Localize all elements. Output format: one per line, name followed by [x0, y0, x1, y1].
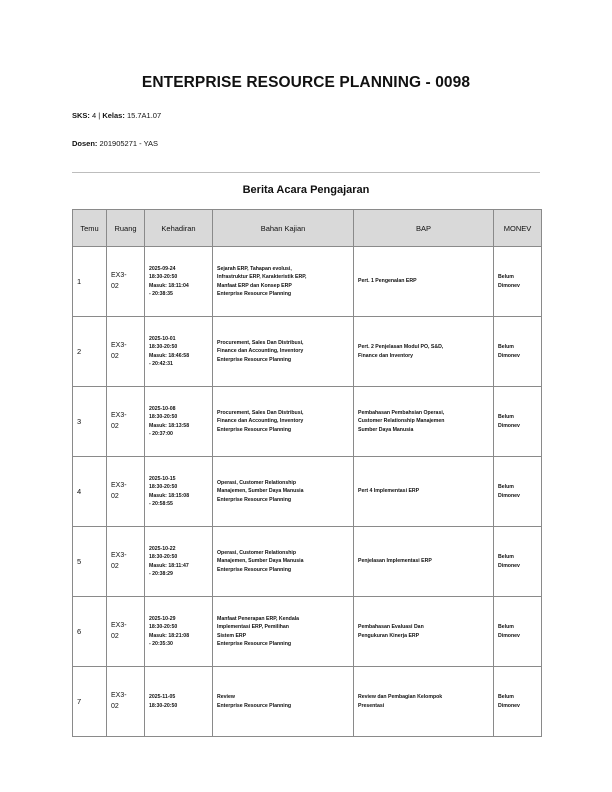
cell-bap: [354, 457, 494, 527]
cell-bahan-kajian: [213, 457, 354, 527]
bahan-line: Finance dan Accounting, Inventory: [217, 418, 304, 425]
monev-line: Belum: [498, 274, 514, 281]
ruang-line: EX3-: [111, 482, 127, 490]
cell-monev: [494, 387, 542, 457]
ruang-line: 02: [111, 632, 119, 640]
bahan-line: Enterprise Resource Planning: [217, 566, 292, 573]
cell-bahan-kajian: [213, 597, 354, 667]
cell-bap: [354, 247, 494, 317]
bahan-line: Enterprise Resource Planning: [217, 356, 292, 363]
cell-bap: [354, 387, 494, 457]
kehadiran-line: 2025-09-24: [149, 266, 176, 273]
kehadiran-line: 18:30-20:50: [149, 702, 178, 709]
bap-line: Pembahasan Evaluasi Dan: [358, 624, 424, 631]
kehadiran-line: 2025-10-15: [149, 476, 176, 483]
bahan-line: Manajemen, Sumber Daya Manusia: [217, 488, 304, 495]
bahan-line: Infrastruktur ERP, Karakteristik ERP,: [217, 274, 307, 281]
kehadiran-line: 2025-10-22: [149, 546, 176, 553]
ruang-line: EX3-: [111, 622, 127, 630]
dosen-label: Dosen: [72, 139, 95, 148]
cell-ruang: [107, 247, 145, 317]
cell-kehadiran: [145, 597, 213, 667]
cell-temu: 5: [73, 527, 107, 597]
cell-temu: 2: [73, 317, 107, 387]
ruang-line: 02: [111, 422, 119, 430]
kehadiran-line: 18:30-20:50: [149, 624, 178, 631]
kehadiran-line: - 20:35:30: [149, 640, 173, 647]
cell-ruang: [107, 317, 145, 387]
separator: |: [98, 111, 101, 120]
cell-monev: [494, 667, 542, 737]
table-row: [73, 247, 542, 317]
course-info: SKS: 4 | Kelas: 15.7A1.07: [72, 111, 162, 120]
kehadiran-line: 2025-10-01: [149, 336, 176, 343]
teaching-record-table: [72, 209, 542, 737]
cell-ruang: [107, 667, 145, 737]
monev-line: Dimonev: [498, 492, 520, 499]
kehadiran-line: - 20:37:00: [149, 430, 173, 437]
kehadiran-line: - 20:38:29: [149, 570, 173, 577]
section-title: Berita Acara Pengajaran: [242, 184, 370, 196]
cell-bap: [354, 317, 494, 387]
kehadiran-line: Masuk: 18:15:08: [149, 492, 190, 499]
table-row: [73, 387, 542, 457]
kehadiran-line: - 20:38:35: [149, 290, 173, 297]
kehadiran-line: - 20:42:31: [149, 360, 173, 367]
page-title: ENTERPRISE RESOURCE PLANNING - 0098: [141, 74, 471, 91]
table-row: [73, 667, 542, 737]
monev-line: Dimonev: [498, 632, 520, 639]
bahan-line: Manfaat ERP dan Konsep ERP: [217, 282, 292, 289]
bap-line: Review dan Pembagian Kelompok: [358, 694, 443, 701]
bahan-line: Procurement, Sales Dan Distribusi,: [217, 340, 304, 347]
monev-line: Dimonev: [498, 702, 520, 709]
cell-bahan-kajian: [213, 247, 354, 317]
header-kehadiran: Kehadiran: [145, 210, 213, 247]
ruang-line: 02: [111, 562, 119, 570]
bap-line: Finance dan Inventory: [358, 352, 414, 359]
header-bahan-kajian: Bahan Kajian: [213, 210, 354, 247]
monev-line: Dimonev: [498, 282, 520, 289]
cell-bahan-kajian: [213, 317, 354, 387]
lecturer-info: Dosen: 201905271 - YAS: [72, 139, 159, 148]
kehadiran-line: - 20:58:55: [149, 500, 173, 507]
ruang-line: EX3-: [111, 692, 127, 700]
kelas-value: 15.7A1.07: [126, 111, 162, 120]
table-row: [73, 457, 542, 527]
ruang-line: 02: [111, 282, 119, 290]
ruang-line: 02: [111, 352, 119, 360]
bap-line: Pert 4 Implementasi ERP: [358, 488, 420, 495]
bahan-line: Manfaat Penerapan ERP, Kendala: [217, 616, 300, 623]
ruang-line: 02: [111, 702, 119, 710]
kehadiran-line: Masuk: 18:21:08: [149, 632, 190, 639]
ruang-line: EX3-: [111, 272, 127, 280]
monev-line: Belum: [498, 344, 514, 351]
ruang-line: 02: [111, 492, 119, 500]
header-temu: Temu: [73, 210, 107, 247]
bap-line: Penjelasan Implementasi ERP: [358, 558, 432, 565]
cell-bahan-kajian: [213, 667, 354, 737]
cell-temu: 1: [73, 247, 107, 317]
monev-line: Dimonev: [498, 562, 520, 569]
sks-label: SKS: [72, 111, 88, 120]
bap-line: Presentasi: [358, 702, 385, 709]
bahan-line: Enterprise Resource Planning: [217, 702, 292, 709]
cell-ruang: [107, 457, 145, 527]
kelas-label: Kelas: [102, 111, 123, 120]
monev-line: Belum: [498, 554, 514, 561]
bahan-line: Enterprise Resource Planning: [217, 496, 292, 503]
cell-bahan-kajian: [213, 387, 354, 457]
cell-kehadiran: [145, 527, 213, 597]
divider: [72, 172, 540, 173]
kehadiran-line: 18:30-20:50: [149, 414, 178, 421]
kehadiran-line: 18:30-20:50: [149, 484, 178, 491]
cell-temu: 6: [73, 597, 107, 667]
bap-line: Pembahasan Pembahsian Operasi,: [358, 410, 445, 417]
monev-line: Belum: [498, 414, 514, 421]
table-row: [73, 597, 542, 667]
bap-line: Pert. 1 Pengenalan ERP: [358, 278, 417, 285]
bahan-line: Procurement, Sales Dan Distribusi,: [217, 410, 304, 417]
bahan-line: Review: [217, 694, 235, 701]
table-header-row: [73, 210, 542, 247]
bap-line: Pert. 2 Penjelasan Modul PO, S&D,: [358, 344, 444, 351]
cell-kehadiran: [145, 317, 213, 387]
cell-monev: [494, 317, 542, 387]
header-bap: BAP: [354, 210, 494, 247]
cell-monev: [494, 597, 542, 667]
bap-line: Customer Relationship Manajemen: [358, 418, 445, 425]
cell-monev: [494, 247, 542, 317]
bahan-line: Sistem ERP: [217, 632, 247, 639]
cell-bahan-kajian: [213, 527, 354, 597]
bahan-line: Implementasi ERP, Pemilihan: [217, 624, 289, 631]
cell-ruang: [107, 527, 145, 597]
kehadiran-line: Masuk: 18:46:58: [149, 352, 190, 359]
kehadiran-line: 18:30-20:50: [149, 344, 178, 351]
kehadiran-line: 18:30-20:50: [149, 274, 178, 281]
ruang-line: EX3-: [111, 552, 127, 560]
cell-kehadiran: [145, 247, 213, 317]
monev-line: Belum: [498, 484, 514, 491]
bap-line: Sumber Daya Manusia: [358, 426, 414, 433]
kehadiran-line: 2025-10-08: [149, 406, 176, 413]
kehadiran-line: Masuk: 18:11:04: [149, 282, 189, 289]
cell-kehadiran: [145, 387, 213, 457]
sks-value: 4: [92, 111, 97, 120]
bahan-line: Enterprise Resource Planning: [217, 426, 292, 433]
table-row: [73, 527, 542, 597]
monev-line: Belum: [498, 694, 514, 701]
header-monev: MONEV: [494, 210, 542, 247]
cell-kehadiran: [145, 667, 213, 737]
bahan-line: Operasi, Customer Relationship: [217, 480, 296, 487]
cell-temu: 7: [73, 667, 107, 737]
cell-bap: [354, 527, 494, 597]
bahan-line: Enterprise Resource Planning: [217, 640, 292, 647]
cell-temu: 4: [73, 457, 107, 527]
ruang-line: EX3-: [111, 342, 127, 350]
bahan-line: Finance dan Accounting, Inventory: [217, 348, 304, 355]
cell-bap: [354, 667, 494, 737]
table-row: [73, 317, 542, 387]
bahan-line: Enterprise Resource Planning: [217, 290, 292, 297]
bahan-line: Sejarah ERP, Tahapan evolusi,: [217, 266, 292, 273]
kehadiran-line: Masuk: 18:13:58: [149, 422, 190, 429]
header-ruang: Ruang: [107, 210, 145, 247]
cell-bap: [354, 597, 494, 667]
bahan-line: Operasi, Customer Relationship: [217, 550, 296, 557]
cell-monev: [494, 457, 542, 527]
dosen-value: 201905271 - YAS: [99, 139, 159, 148]
monev-line: Dimonev: [498, 422, 520, 429]
cell-monev: [494, 527, 542, 597]
bap-line: Pengukuran Kinerja ERP: [358, 632, 420, 639]
bahan-line: Manajemen, Sumber Daya Manusia: [217, 558, 304, 565]
cell-ruang: [107, 597, 145, 667]
monev-line: Belum: [498, 624, 514, 631]
kehadiran-line: 18:30-20:50: [149, 554, 178, 561]
monev-line: Dimonev: [498, 352, 520, 359]
kehadiran-line: 2025-11-05: [149, 694, 176, 701]
kehadiran-line: 2025-10-29: [149, 616, 176, 623]
ruang-line: EX3-: [111, 412, 127, 420]
cell-kehadiran: [145, 457, 213, 527]
cell-temu: 3: [73, 387, 107, 457]
cell-ruang: [107, 387, 145, 457]
kehadiran-line: Masuk: 18:11:47: [149, 562, 189, 569]
